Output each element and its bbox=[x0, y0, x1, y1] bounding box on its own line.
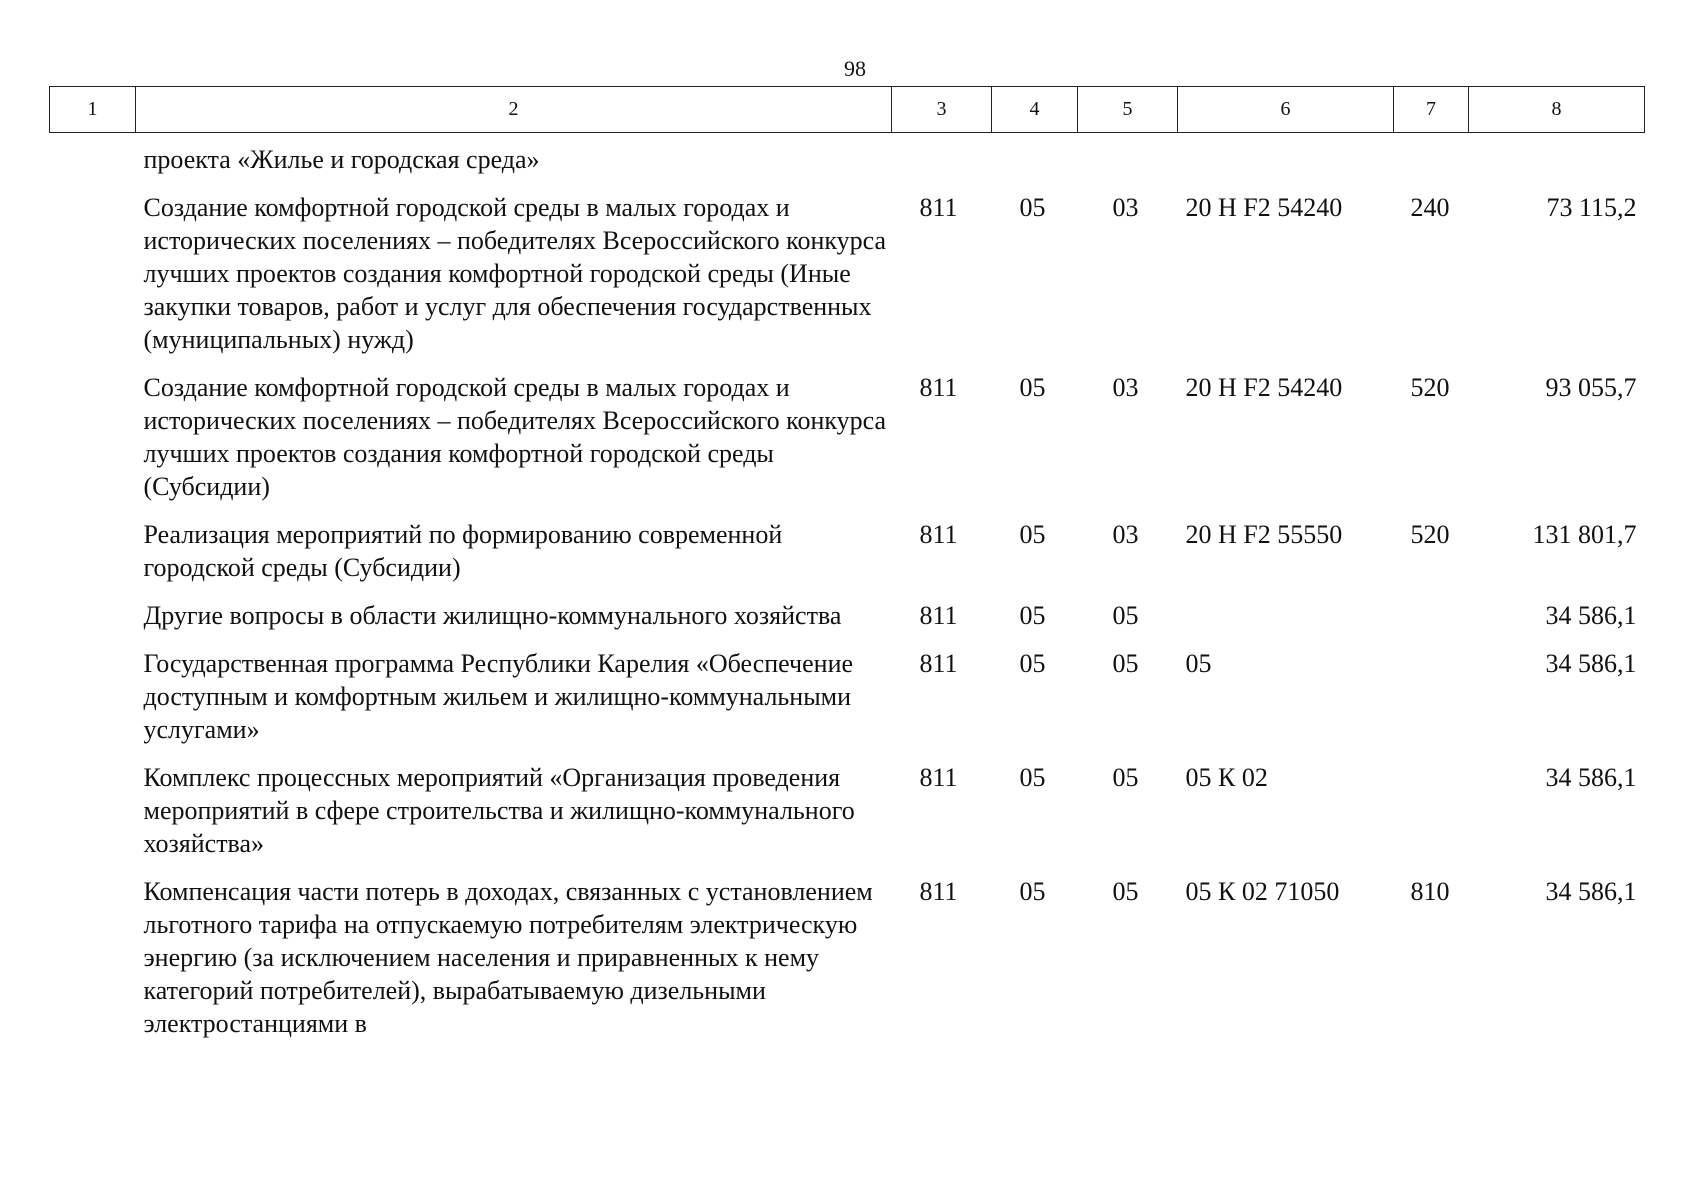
column-header: 7 bbox=[1394, 87, 1469, 133]
expense-type-code: 810 bbox=[1410, 877, 1450, 906]
expense-type-code bbox=[1394, 632, 1469, 746]
ministry-code: 811 bbox=[919, 649, 958, 678]
subsection-code: 05 bbox=[1112, 649, 1139, 678]
subsection-code: 03 bbox=[1112, 373, 1139, 402]
target-article-code: 20 Н F2 54240 bbox=[1185, 373, 1343, 402]
amount: 34 586,1 bbox=[1545, 877, 1637, 906]
column-header: 6 bbox=[1178, 87, 1394, 133]
table-row bbox=[50, 632, 1645, 746]
ministry-code: 811 bbox=[919, 601, 958, 630]
section-code: 05 bbox=[1019, 649, 1046, 678]
amount: 131 801,7 bbox=[1532, 520, 1637, 549]
subsection-code: 05 bbox=[1112, 877, 1139, 906]
section-code: 05 bbox=[1019, 763, 1046, 792]
ministry-code: 811 bbox=[919, 877, 958, 906]
table-row bbox=[50, 133, 1645, 177]
expense-name: Создание комфортной городской среды в малых городах и исторических поселениях – победителях Всероссийского конкурса лучших проектов создания комфортной городской среды (Субсидии) bbox=[143, 373, 887, 501]
amount bbox=[1469, 133, 1645, 177]
budget-table bbox=[49, 86, 1645, 1040]
row-number-cell bbox=[50, 860, 136, 1040]
expense-name: Комплекс процессных мероприятий «Организация проведения мероприятий в сфере строительства и жилищно-коммунального хозяйства» bbox=[143, 763, 855, 858]
header-row bbox=[50, 87, 1645, 133]
section-code: 05 bbox=[1019, 193, 1046, 222]
amount: 34 586,1 bbox=[1545, 763, 1637, 792]
amount: 34 586,1 bbox=[1545, 601, 1637, 630]
row-number-cell bbox=[50, 746, 136, 860]
expense-name: Компенсация части потерь в доходах, связанных с установлением льготного тарифа на отпускаемую потребителям электрическую энергию (за исключением населения и приравненных к нему категорий потребителей), вырабатываемую дизельными электростанциями в bbox=[143, 877, 873, 1038]
subsection-code: 05 bbox=[1112, 763, 1139, 792]
column-header: 2 bbox=[136, 87, 892, 133]
expense-name: Государственная программа Республики Карелия «Обеспечение доступным и комфортным жильем и жилищно-коммунальными услугами» bbox=[143, 649, 854, 744]
row-number-cell bbox=[50, 584, 136, 632]
table-row bbox=[50, 584, 1645, 632]
target-article-code: 05 К 02 bbox=[1185, 763, 1268, 792]
subsection-code: 03 bbox=[1112, 520, 1139, 549]
subsection-code: 03 bbox=[1112, 193, 1139, 222]
expense-name: Реализация мероприятий по формированию современной городской среды (Субсидии) bbox=[143, 520, 783, 582]
expense-name: Другие вопросы в области жилищно-коммунального хозяйства bbox=[143, 601, 842, 630]
target-article-code bbox=[1178, 133, 1394, 177]
expense-type-code bbox=[1394, 584, 1469, 632]
target-article-code: 20 Н F2 55550 bbox=[1185, 520, 1343, 549]
table-row bbox=[50, 176, 1645, 356]
expense-type-code: 520 bbox=[1410, 373, 1450, 402]
row-number-cell bbox=[50, 503, 136, 584]
amount: 34 586,1 bbox=[1545, 649, 1637, 678]
table-row bbox=[50, 503, 1645, 584]
section-code: 05 bbox=[1019, 520, 1046, 549]
column-header: 4 bbox=[992, 87, 1078, 133]
expense-type-code bbox=[1394, 746, 1469, 860]
ministry-code bbox=[892, 133, 992, 177]
table-row bbox=[50, 860, 1645, 1040]
section-code bbox=[992, 133, 1078, 177]
section-code: 05 bbox=[1019, 601, 1046, 630]
expense-type-code: 520 bbox=[1410, 520, 1450, 549]
subsection-code bbox=[1078, 133, 1178, 177]
row-number-cell bbox=[50, 133, 136, 177]
target-article-code bbox=[1178, 584, 1394, 632]
expense-name: Создание комфортной городской среды в малых городах и исторических поселениях – победителях Всероссийского конкурса лучших проектов создания комфортной городской среды (Иные закупки товаров, работ и услуг для обеспечения государственных (муниципальных) нужд) bbox=[143, 193, 887, 354]
target-article-code: 05 bbox=[1185, 649, 1212, 678]
subsection-code: 05 bbox=[1112, 601, 1139, 630]
amount: 93 055,7 bbox=[1545, 373, 1637, 402]
target-article-code: 05 К 02 71050 bbox=[1185, 877, 1340, 906]
table-row bbox=[50, 746, 1645, 860]
column-header: 1 bbox=[50, 87, 136, 133]
expense-type-code: 240 bbox=[1410, 193, 1450, 222]
column-number-header bbox=[50, 87, 1645, 133]
ministry-code: 811 bbox=[919, 373, 958, 402]
section-code: 05 bbox=[1019, 877, 1046, 906]
column-header: 8 bbox=[1469, 87, 1645, 133]
column-header: 5 bbox=[1078, 87, 1178, 133]
expense-name: проекта «Жилье и городская среда» bbox=[143, 145, 540, 174]
column-header: 3 bbox=[892, 87, 992, 133]
row-number-cell bbox=[50, 632, 136, 746]
page-number: 98 bbox=[844, 56, 866, 81]
ministry-code: 811 bbox=[919, 520, 958, 549]
table-row bbox=[50, 356, 1645, 503]
row-number-cell bbox=[50, 356, 136, 503]
expense-type-code bbox=[1394, 133, 1469, 177]
row-number-cell bbox=[50, 176, 136, 356]
ministry-code: 811 bbox=[919, 763, 958, 792]
target-article-code: 20 Н F2 54240 bbox=[1185, 193, 1343, 222]
amount: 73 115,2 bbox=[1546, 193, 1637, 222]
ministry-code: 811 bbox=[919, 193, 958, 222]
section-code: 05 bbox=[1019, 373, 1046, 402]
